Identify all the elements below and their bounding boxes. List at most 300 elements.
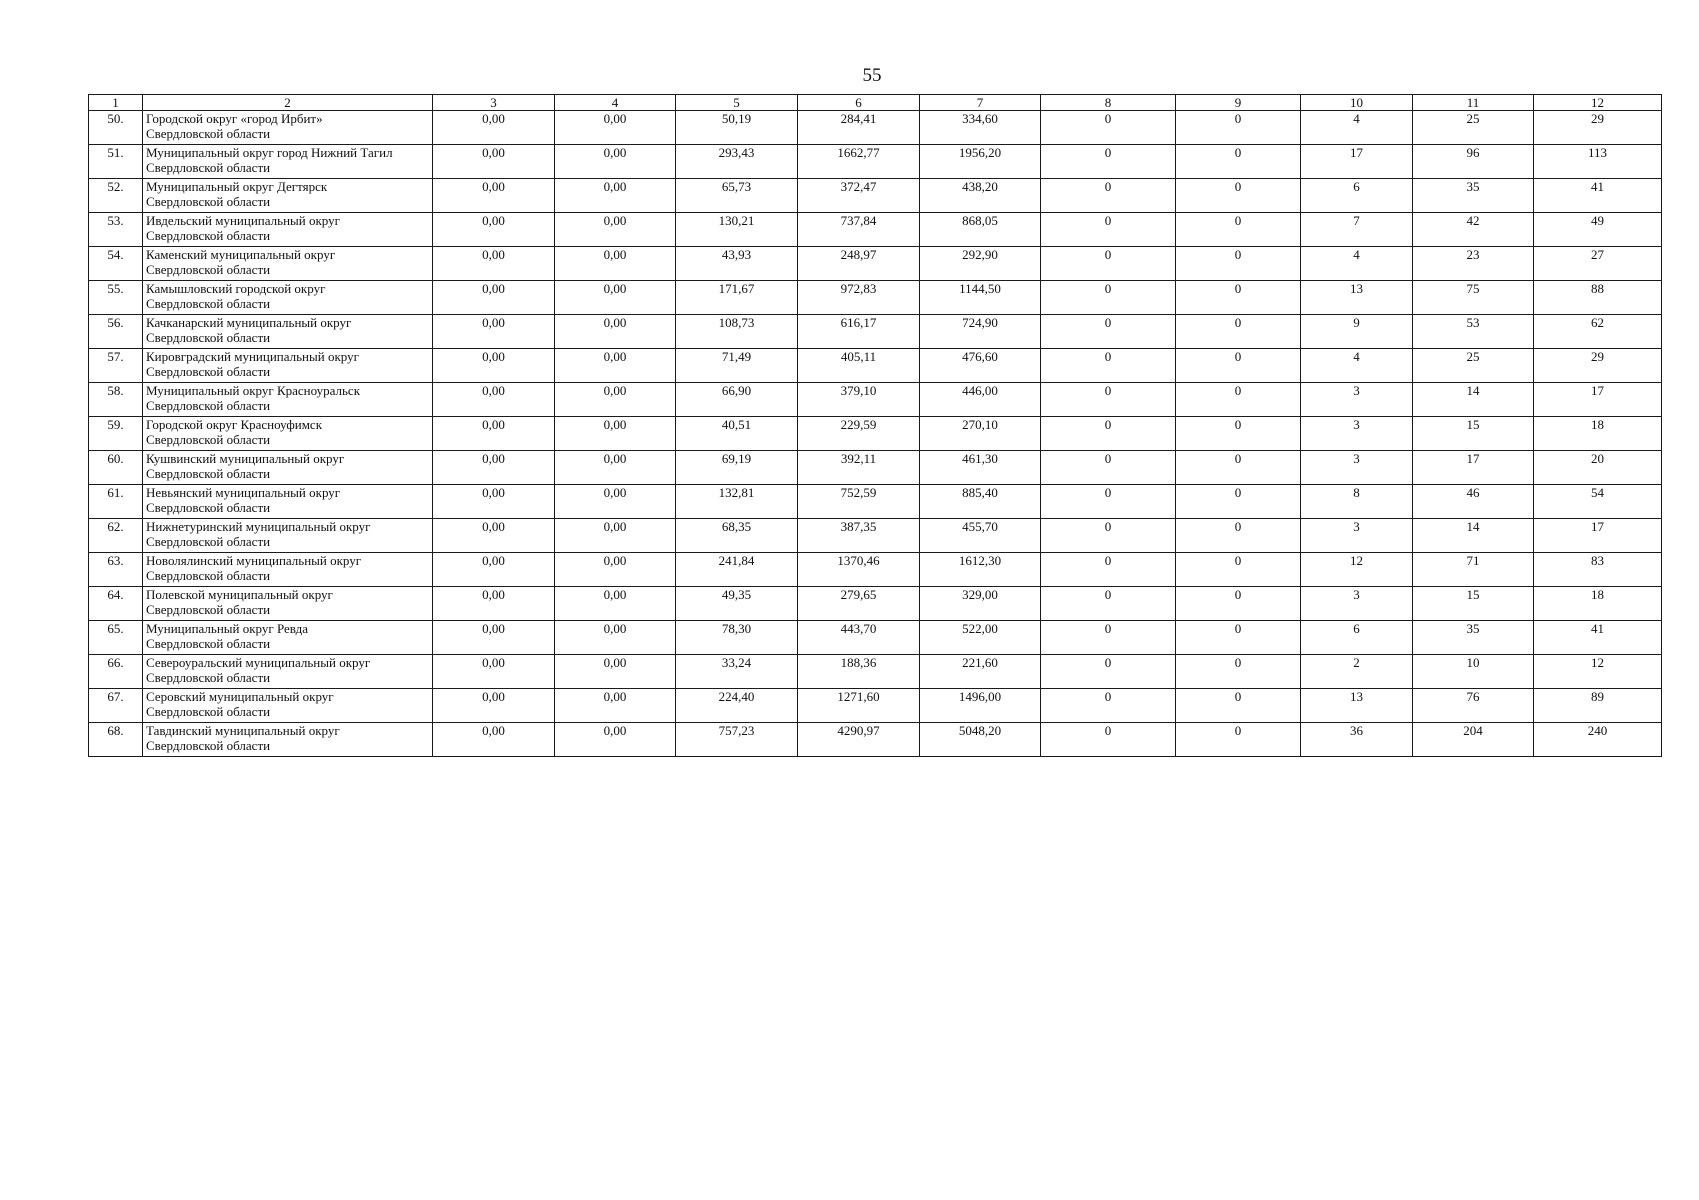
municipality-name-line2: Свердловской области [146,738,271,753]
row-number: 60. [89,451,143,485]
value-cell-c5: 68,35 [676,519,798,553]
row-number: 51. [89,145,143,179]
value-cell-c8: 0 [1041,587,1176,621]
value-cell-c3: 0,00 [433,621,555,655]
value-cell-c3: 0,00 [433,315,555,349]
value-cell-c4: 0,00 [555,723,676,757]
municipality-name [143,349,433,383]
value-cell-c11: 15 [1413,587,1534,621]
value-cell-c10: 6 [1301,621,1413,655]
value-cell-c8: 0 [1041,689,1176,723]
table-header [89,95,1662,111]
value-cell-c4: 0,00 [555,247,676,281]
value-cell-c7: 334,60 [920,111,1041,145]
header-cell: 5 [676,95,798,111]
value-cell-c12: 89 [1534,689,1662,723]
value-cell-c6: 248,97 [798,247,920,281]
municipality-name [143,145,433,179]
value-cell-c4: 0,00 [555,689,676,723]
municipality-name-line1: Городской округ «город Ирбит» [146,111,323,126]
value-cell-c9: 0 [1176,655,1301,689]
value-cell-c8: 0 [1041,621,1176,655]
value-cell-c6: 379,10 [798,383,920,417]
row-number: 58. [89,383,143,417]
value-cell-c8: 0 [1041,213,1176,247]
table-row [89,213,1662,247]
value-cell-c8: 0 [1041,485,1176,519]
value-cell-c12: 88 [1534,281,1662,315]
value-cell-c12: 41 [1534,179,1662,213]
value-cell-c5: 71,49 [676,349,798,383]
value-cell-c6: 387,35 [798,519,920,553]
value-cell-c12: 17 [1534,383,1662,417]
row-number: 68. [89,723,143,757]
value-cell-c3: 0,00 [433,111,555,145]
municipality-name-line2: Свердловской области [146,500,271,515]
row-number: 64. [89,587,143,621]
table-row [89,723,1662,757]
municipality-name-line2: Свердловской области [146,432,271,447]
value-cell-c4: 0,00 [555,519,676,553]
table-row [89,247,1662,281]
value-cell-c12: 17 [1534,519,1662,553]
municipality-name [143,655,433,689]
municipality-name-line1: Новолялинский муниципальный округ [146,553,362,568]
municipality-name-line2: Свердловской области [146,296,271,311]
municipality-name-line1: Серовский муниципальный округ [146,689,334,704]
value-cell-c12: 29 [1534,111,1662,145]
value-cell-c8: 0 [1041,723,1176,757]
value-cell-c7: 438,20 [920,179,1041,213]
value-cell-c9: 0 [1176,281,1301,315]
municipality-name-line1: Каменский муниципальный округ [146,247,336,262]
municipality-name-line1: Ивдельский муниципальный округ [146,213,340,228]
value-cell-c10: 3 [1301,383,1413,417]
value-cell-c11: 25 [1413,349,1534,383]
municipality-name-line1: Муниципальный округ город Нижний Тагил [146,145,393,160]
value-cell-c5: 78,30 [676,621,798,655]
value-cell-c9: 0 [1176,417,1301,451]
value-cell-c5: 171,67 [676,281,798,315]
municipality-name-line1: Тавдинский муниципальный округ [146,723,340,738]
municipality-name-line2: Свердловской области [146,568,271,583]
municipality-name [143,451,433,485]
value-cell-c10: 4 [1301,111,1413,145]
value-cell-c8: 0 [1041,451,1176,485]
table-row [89,111,1662,145]
municipality-name-line2: Свердловской области [146,704,271,719]
value-cell-c7: 1496,00 [920,689,1041,723]
municipality-name-line1: Муниципальный округ Дегтярск [146,179,328,194]
value-cell-c3: 0,00 [433,281,555,315]
value-cell-c5: 40,51 [676,417,798,451]
page-number: 55 [862,65,882,86]
municipality-name [143,519,433,553]
value-cell-c12: 12 [1534,655,1662,689]
municipality-name-line2: Свердловской области [146,126,271,141]
value-cell-c7: 329,00 [920,587,1041,621]
header-cell: 8 [1041,95,1176,111]
municipality-name-line1: Нижнетуринский муниципальный округ [146,519,371,534]
municipality-name [143,689,433,723]
value-cell-c9: 0 [1176,315,1301,349]
value-cell-c11: 35 [1413,621,1534,655]
value-cell-c9: 0 [1176,213,1301,247]
table-row [89,349,1662,383]
value-cell-c4: 0,00 [555,315,676,349]
value-cell-c5: 108,73 [676,315,798,349]
municipality-name-line2: Свердловской области [146,228,271,243]
value-cell-c6: 229,59 [798,417,920,451]
municipality-name-line1: Муниципальный округ Ревда [146,621,308,636]
row-number: 65. [89,621,143,655]
municipality-name [143,213,433,247]
value-cell-c5: 241,84 [676,553,798,587]
value-cell-c9: 0 [1176,179,1301,213]
value-cell-c9: 0 [1176,145,1301,179]
value-cell-c10: 3 [1301,587,1413,621]
municipality-name-line2: Свердловской области [146,534,271,549]
value-cell-c12: 27 [1534,247,1662,281]
value-cell-c4: 0,00 [555,281,676,315]
value-cell-c11: 14 [1413,383,1534,417]
value-cell-c3: 0,00 [433,485,555,519]
municipality-name-line2: Свердловской области [146,602,271,617]
header-cell: 3 [433,95,555,111]
value-cell-c3: 0,00 [433,179,555,213]
header-cell: 2 [143,95,433,111]
header-cell: 9 [1176,95,1301,111]
municipality-name-line1: Муниципальный округ Красноуральск [146,383,361,398]
municipality-name-line2: Свердловской области [146,364,271,379]
value-cell-c8: 0 [1041,383,1176,417]
municipality-name-line2: Свердловской области [146,160,271,175]
municipality-name [143,417,433,451]
municipality-name [143,553,433,587]
header-cell: 11 [1413,95,1534,111]
value-cell-c8: 0 [1041,145,1176,179]
value-cell-c6: 616,17 [798,315,920,349]
value-cell-c9: 0 [1176,621,1301,655]
municipality-name-line1: Кушвинский муниципальный округ [146,451,345,466]
value-cell-c7: 221,60 [920,655,1041,689]
value-cell-c7: 724,90 [920,315,1041,349]
value-cell-c4: 0,00 [555,111,676,145]
data-table [88,94,1662,757]
row-number: 61. [89,485,143,519]
value-cell-c5: 130,21 [676,213,798,247]
value-cell-c8: 0 [1041,111,1176,145]
row-number: 53. [89,213,143,247]
value-cell-c10: 13 [1301,281,1413,315]
value-cell-c7: 1144,50 [920,281,1041,315]
value-cell-c4: 0,00 [555,587,676,621]
value-cell-c5: 66,90 [676,383,798,417]
value-cell-c6: 188,36 [798,655,920,689]
value-cell-c3: 0,00 [433,451,555,485]
value-cell-c8: 0 [1041,179,1176,213]
table-row [89,281,1662,315]
value-cell-c11: 46 [1413,485,1534,519]
table-body [89,111,1662,757]
value-cell-c7: 5048,20 [920,723,1041,757]
value-cell-c4: 0,00 [555,451,676,485]
value-cell-c11: 10 [1413,655,1534,689]
value-cell-c6: 405,11 [798,349,920,383]
value-cell-c11: 75 [1413,281,1534,315]
value-cell-c3: 0,00 [433,519,555,553]
table-row [89,179,1662,213]
value-cell-c5: 49,35 [676,587,798,621]
value-cell-c10: 3 [1301,519,1413,553]
row-number: 62. [89,519,143,553]
value-cell-c12: 54 [1534,485,1662,519]
value-cell-c12: 41 [1534,621,1662,655]
municipality-name-line1: Камышловский городской округ [146,281,326,296]
value-cell-c5: 69,19 [676,451,798,485]
table-row [89,689,1662,723]
value-cell-c8: 0 [1041,655,1176,689]
value-cell-c8: 0 [1041,349,1176,383]
table-row [89,315,1662,349]
header-cell: 10 [1301,95,1413,111]
value-cell-c9: 0 [1176,587,1301,621]
header-cell: 4 [555,95,676,111]
value-cell-c3: 0,00 [433,723,555,757]
value-cell-c11: 96 [1413,145,1534,179]
value-cell-c7: 476,60 [920,349,1041,383]
value-cell-c12: 62 [1534,315,1662,349]
value-cell-c8: 0 [1041,315,1176,349]
municipality-name-line2: Свердловской области [146,466,271,481]
value-cell-c10: 17 [1301,145,1413,179]
value-cell-c3: 0,00 [433,349,555,383]
value-cell-c11: 42 [1413,213,1534,247]
header-cell: 12 [1534,95,1662,111]
municipality-name [143,179,433,213]
value-cell-c5: 757,23 [676,723,798,757]
municipality-name [143,315,433,349]
value-cell-c9: 0 [1176,349,1301,383]
value-cell-c11: 23 [1413,247,1534,281]
municipality-name [143,281,433,315]
value-cell-c4: 0,00 [555,417,676,451]
value-cell-c7: 868,05 [920,213,1041,247]
value-cell-c4: 0,00 [555,383,676,417]
municipality-name [143,485,433,519]
value-cell-c6: 752,59 [798,485,920,519]
value-cell-c12: 29 [1534,349,1662,383]
municipality-name-line2: Свердловской области [146,398,271,413]
value-cell-c10: 4 [1301,247,1413,281]
municipality-name-line1: Городской округ Красноуфимск [146,417,323,432]
value-cell-c9: 0 [1176,485,1301,519]
row-number: 52. [89,179,143,213]
value-cell-c11: 25 [1413,111,1534,145]
value-cell-c8: 0 [1041,519,1176,553]
table-row [89,383,1662,417]
value-cell-c4: 0,00 [555,485,676,519]
value-cell-c4: 0,00 [555,145,676,179]
value-cell-c6: 1662,77 [798,145,920,179]
value-cell-c4: 0,00 [555,213,676,247]
value-cell-c6: 284,41 [798,111,920,145]
municipality-name [143,247,433,281]
value-cell-c7: 270,10 [920,417,1041,451]
value-cell-c6: 392,11 [798,451,920,485]
table-row [89,519,1662,553]
municipality-name [143,111,433,145]
value-cell-c5: 293,43 [676,145,798,179]
value-cell-c6: 737,84 [798,213,920,247]
value-cell-c10: 4 [1301,349,1413,383]
value-cell-c5: 132,81 [676,485,798,519]
value-cell-c11: 15 [1413,417,1534,451]
row-number: 57. [89,349,143,383]
value-cell-c4: 0,00 [555,349,676,383]
table-row [89,451,1662,485]
value-cell-c5: 50,19 [676,111,798,145]
municipality-name-line1: Североуральский муниципальный округ [146,655,371,670]
value-cell-c7: 461,30 [920,451,1041,485]
value-cell-c3: 0,00 [433,145,555,179]
value-cell-c10: 8 [1301,485,1413,519]
value-cell-c12: 240 [1534,723,1662,757]
value-cell-c12: 18 [1534,417,1662,451]
row-number: 50. [89,111,143,145]
value-cell-c10: 9 [1301,315,1413,349]
value-cell-c3: 0,00 [433,213,555,247]
municipality-name [143,723,433,757]
value-cell-c12: 83 [1534,553,1662,587]
value-cell-c11: 14 [1413,519,1534,553]
value-cell-c11: 17 [1413,451,1534,485]
value-cell-c7: 1612,30 [920,553,1041,587]
municipality-name-line1: Невьянский муниципальный округ [146,485,341,500]
value-cell-c3: 0,00 [433,417,555,451]
value-cell-c7: 446,00 [920,383,1041,417]
value-cell-c5: 43,93 [676,247,798,281]
header-cell: 6 [798,95,920,111]
value-cell-c4: 0,00 [555,621,676,655]
value-cell-c7: 292,90 [920,247,1041,281]
value-cell-c5: 224,40 [676,689,798,723]
value-cell-c10: 3 [1301,451,1413,485]
value-cell-c3: 0,00 [433,553,555,587]
municipality-name-line2: Свердловской области [146,262,271,277]
value-cell-c9: 0 [1176,451,1301,485]
value-cell-c6: 4290,97 [798,723,920,757]
value-cell-c10: 13 [1301,689,1413,723]
table-row [89,587,1662,621]
value-cell-c10: 7 [1301,213,1413,247]
value-cell-c12: 18 [1534,587,1662,621]
value-cell-c12: 20 [1534,451,1662,485]
row-number: 63. [89,553,143,587]
table-row [89,621,1662,655]
municipality-name [143,383,433,417]
row-number: 54. [89,247,143,281]
value-cell-c11: 204 [1413,723,1534,757]
value-cell-c8: 0 [1041,417,1176,451]
table-row [89,485,1662,519]
value-cell-c10: 12 [1301,553,1413,587]
value-cell-c4: 0,00 [555,179,676,213]
value-cell-c7: 1956,20 [920,145,1041,179]
value-cell-c9: 0 [1176,723,1301,757]
row-number: 59. [89,417,143,451]
row-number: 66. [89,655,143,689]
value-cell-c6: 1271,60 [798,689,920,723]
value-cell-c7: 455,70 [920,519,1041,553]
table-row [89,417,1662,451]
value-cell-c8: 0 [1041,247,1176,281]
value-cell-c11: 76 [1413,689,1534,723]
header-cell: 7 [920,95,1041,111]
value-cell-c6: 443,70 [798,621,920,655]
value-cell-c10: 36 [1301,723,1413,757]
municipality-name-line1: Кировградский муниципальный округ [146,349,359,364]
row-number: 55. [89,281,143,315]
header-cell: 1 [89,95,143,111]
value-cell-c9: 0 [1176,247,1301,281]
value-cell-c5: 65,73 [676,179,798,213]
value-cell-c9: 0 [1176,111,1301,145]
value-cell-c3: 0,00 [433,655,555,689]
value-cell-c7: 885,40 [920,485,1041,519]
value-cell-c9: 0 [1176,553,1301,587]
municipality-name [143,587,433,621]
value-cell-c11: 35 [1413,179,1534,213]
value-cell-c3: 0,00 [433,383,555,417]
value-cell-c3: 0,00 [433,689,555,723]
value-cell-c10: 6 [1301,179,1413,213]
municipality-name-line2: Свердловской области [146,636,271,651]
table-row [89,655,1662,689]
municipality-name-line2: Свердловской области [146,330,271,345]
value-cell-c8: 0 [1041,553,1176,587]
value-cell-c6: 1370,46 [798,553,920,587]
municipality-name [143,621,433,655]
value-cell-c11: 71 [1413,553,1534,587]
value-cell-c11: 53 [1413,315,1534,349]
table-row [89,145,1662,179]
municipality-name-line1: Качканарский муниципальный округ [146,315,352,330]
value-cell-c3: 0,00 [433,247,555,281]
value-cell-c3: 0,00 [433,587,555,621]
value-cell-c8: 0 [1041,281,1176,315]
value-cell-c6: 972,83 [798,281,920,315]
value-cell-c9: 0 [1176,519,1301,553]
municipality-name-line2: Свердловской области [146,194,271,209]
municipality-name-line1: Полевской муниципальный округ [146,587,333,602]
row-number: 67. [89,689,143,723]
table-row [89,553,1662,587]
value-cell-c4: 0,00 [555,655,676,689]
value-cell-c10: 3 [1301,417,1413,451]
value-cell-c10: 2 [1301,655,1413,689]
header-row [89,95,1662,111]
row-number: 56. [89,315,143,349]
value-cell-c6: 279,65 [798,587,920,621]
value-cell-c7: 522,00 [920,621,1041,655]
value-cell-c12: 49 [1534,213,1662,247]
value-cell-c5: 33,24 [676,655,798,689]
municipality-name-line2: Свердловской области [146,670,271,685]
value-cell-c12: 113 [1534,145,1662,179]
value-cell-c9: 0 [1176,383,1301,417]
value-cell-c6: 372,47 [798,179,920,213]
